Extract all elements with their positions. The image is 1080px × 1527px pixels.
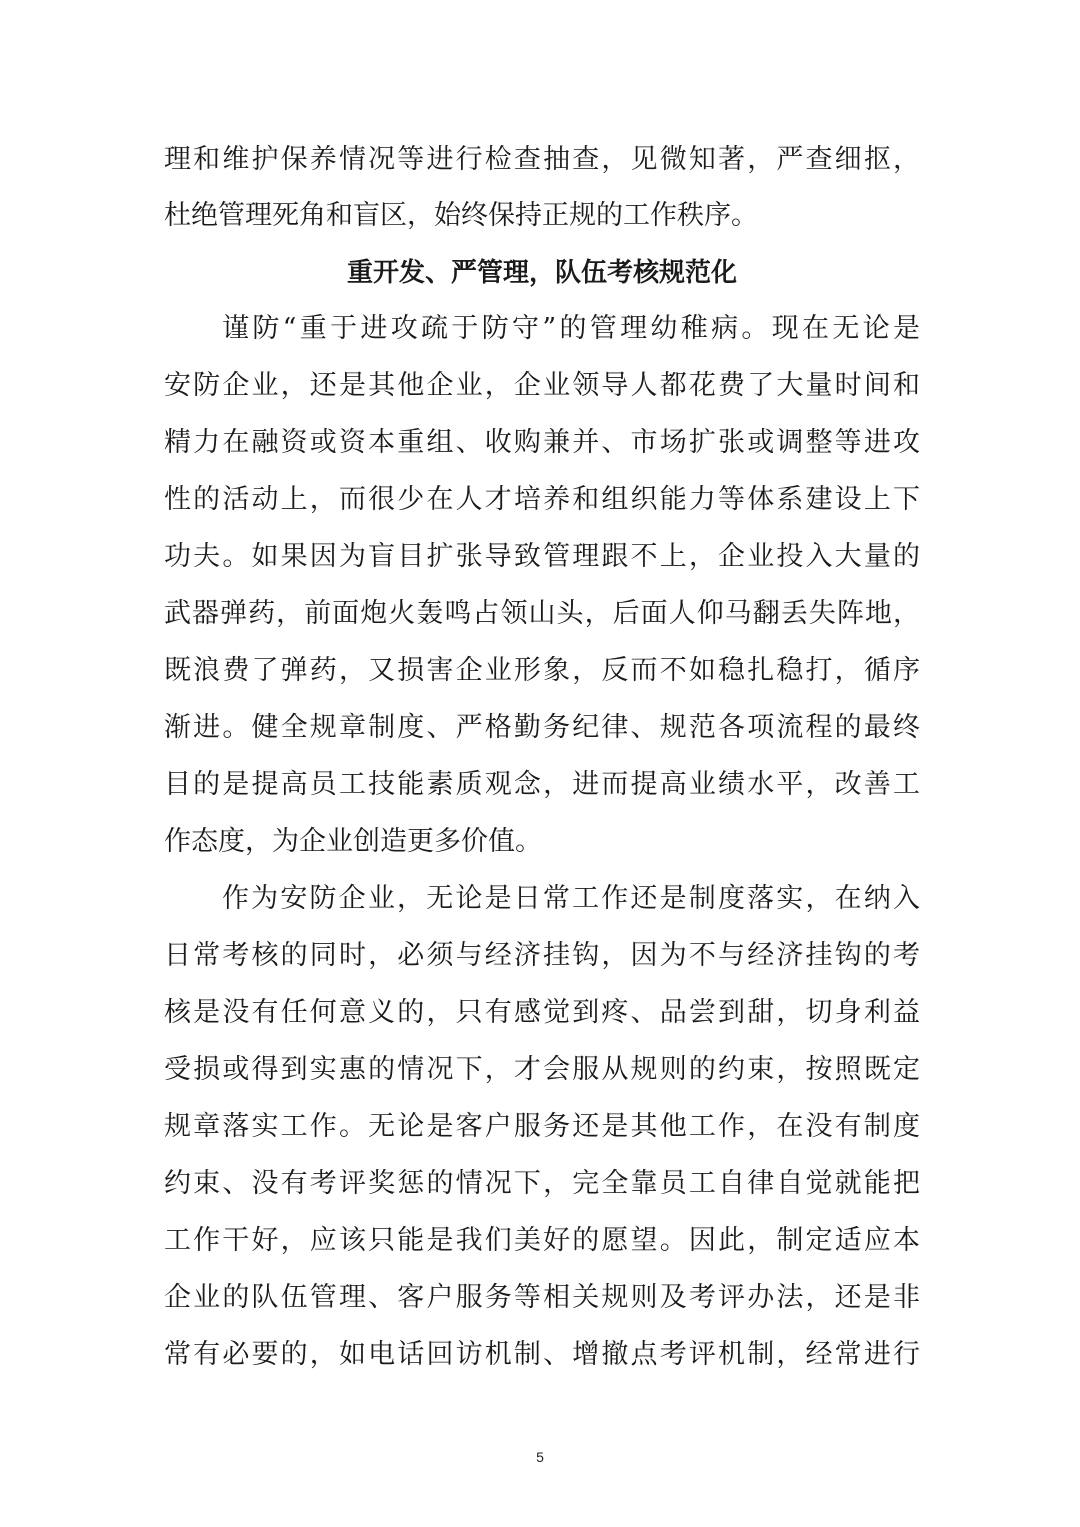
paragraph-line: 武器弹药，前面炮火轰鸣占领山头，后面人仰马翻丢失阵地， xyxy=(164,598,920,629)
paragraph-line: 目的是提高员工技能素质观念，进而提高业绩水平，改善工 xyxy=(164,769,920,800)
paragraph-line: 渐进。健全规章制度、严格勤务纪律、规范各项流程的最终 xyxy=(164,712,920,743)
paragraph-line: 核是没有任何意义的，只有感觉到疼、品尝到甜，切身利益 xyxy=(164,997,920,1028)
paragraph-line: 约束、没有考评奖惩的情况下，完全靠员工自律自觉就能把 xyxy=(164,1168,920,1199)
paragraph-line: 性的活动上，而很少在人才培养和组织能力等体系建设上下 xyxy=(164,484,920,515)
paragraph-line: 规章落实工作。无论是客户服务还是其他工作，在没有制度 xyxy=(164,1111,920,1142)
paragraph-line: 功夫。如果因为盲目扩张导致管理跟不上，企业投入大量的 xyxy=(164,541,920,572)
paragraph-line: 既浪费了弹药，又损害企业形象，反而不如稳扎稳打，循序 xyxy=(164,655,920,686)
paragraph-line: 作为安防企业，无论是日常工作还是制度落实，在纳入 xyxy=(222,883,920,914)
paragraph-line: 理和维护保养情况等进行检查抽查，见微知著，严查细抠， xyxy=(164,144,920,175)
paragraph-line: 工作干好，应该只能是我们美好的愿望。因此，制定适应本 xyxy=(164,1225,920,1256)
paragraph-line: 杜绝管理死角和盲区，始终保持正规的工作秩序。 xyxy=(164,200,758,231)
page-number: 5 xyxy=(536,1449,544,1465)
paragraph-line: 常有必要的，如电话回访机制、增撤点考评机制，经常进行 xyxy=(164,1339,920,1370)
paragraph-line: 精力在融资或资本重组、收购兼并、市场扩张或调整等进攻 xyxy=(164,427,920,458)
paragraph-line: 安防企业，还是其他企业，企业领导人都花费了大量时间和 xyxy=(164,370,920,401)
section-heading: 重开发、严管理，队伍考核规范化 xyxy=(346,258,737,288)
paragraph-line: 谨防“重于进攻疏于防守”的管理幼稚病。现在无论是 xyxy=(222,313,920,344)
paragraph-line: 受损或得到实惠的情况下，才会服从规则的约束，按照既定 xyxy=(164,1054,920,1085)
paragraph-line: 作态度，为企业创造更多价值。 xyxy=(164,826,542,857)
paragraph-line: 日常考核的同时，必须与经济挂钩，因为不与经济挂钩的考 xyxy=(164,940,920,971)
paragraph-line: 企业的队伍管理、客户服务等相关规则及考评办法，还是非 xyxy=(164,1282,920,1313)
